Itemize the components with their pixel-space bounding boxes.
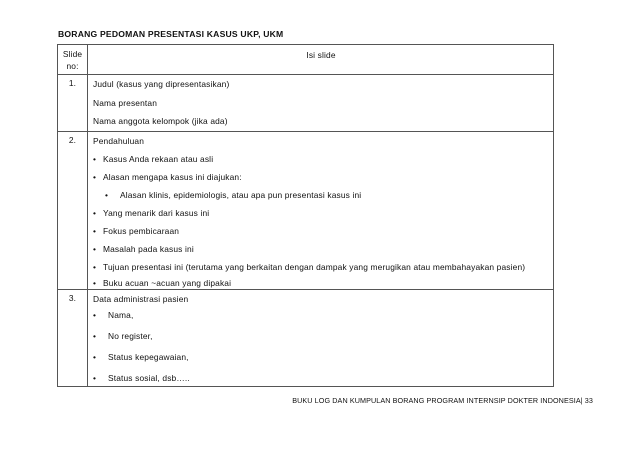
header-slide-no [58, 45, 88, 75]
list-item: Nama presentan [93, 98, 158, 108]
bullet-icon: • [93, 331, 97, 341]
section-heading: Pendahuluan [93, 136, 145, 146]
row-number: 3. [58, 290, 88, 387]
list-item: Masalah pada kasus ini [103, 244, 194, 254]
bullet-icon: • [93, 172, 97, 182]
list-item: Status sosial, dsb….. [108, 373, 190, 383]
row-number: 2. [58, 132, 88, 290]
bullet-icon: • [93, 208, 97, 218]
list-item: Alasan klinis, epidemiologis, atau apa pun presentasi kasus ini [120, 190, 362, 200]
list-item: Nama anggota kelompok (jika ada) [93, 116, 228, 126]
list-item: Nama, [108, 310, 134, 320]
table-header-row [58, 45, 554, 75]
section-heading: Data administrasi pasien [93, 294, 189, 304]
bullet-icon: • [105, 190, 109, 200]
list-item: No register, [108, 331, 153, 341]
header-isi-slide: Isi slide [88, 45, 554, 75]
row-content [88, 75, 554, 132]
list-item: Status kepegawaian, [108, 352, 189, 362]
bullet-icon: • [93, 352, 97, 362]
header-slide-label: Slide [62, 49, 83, 59]
document-title: BORANG PEDOMAN PRESENTASI KASUS UKP, UKM [58, 29, 284, 39]
bullet-icon: • [93, 226, 97, 236]
bullet-icon: • [93, 244, 97, 254]
list-item: Judul (kasus yang dipresentasikan) [93, 79, 230, 89]
header-no-label: no: [66, 61, 79, 71]
row-content [88, 132, 554, 290]
row-content [88, 290, 554, 387]
list-item: Alasan mengapa kasus ini diajukan: [103, 172, 242, 182]
bullet-icon: • [93, 310, 97, 320]
row-number: 1. [58, 75, 88, 132]
table-row [58, 75, 554, 132]
bullet-icon: • [93, 278, 97, 288]
table-row [58, 132, 554, 290]
bullet-icon: • [93, 154, 97, 164]
list-item: Tujuan presentasi ini (terutama yang berkaitan dengan dampak yang merugikan atau membahayakan pasien) [103, 262, 526, 272]
presentation-form-table [57, 44, 554, 387]
list-item: Fokus pembicaraan [103, 226, 180, 236]
table-row [58, 290, 554, 387]
list-item: Kasus Anda rekaan atau asli [103, 154, 214, 164]
list-item: Buku acuan ~acuan yang dipakai [103, 278, 232, 288]
page-footer: BUKU LOG DAN KUMPULAN BORANG PROGRAM INTERNSIP DOKTER INDONESIA| 33 [292, 396, 593, 405]
list-item: Yang menarik dari kasus ini [103, 208, 210, 218]
bullet-icon: • [93, 373, 97, 383]
bullet-icon: • [93, 262, 97, 272]
